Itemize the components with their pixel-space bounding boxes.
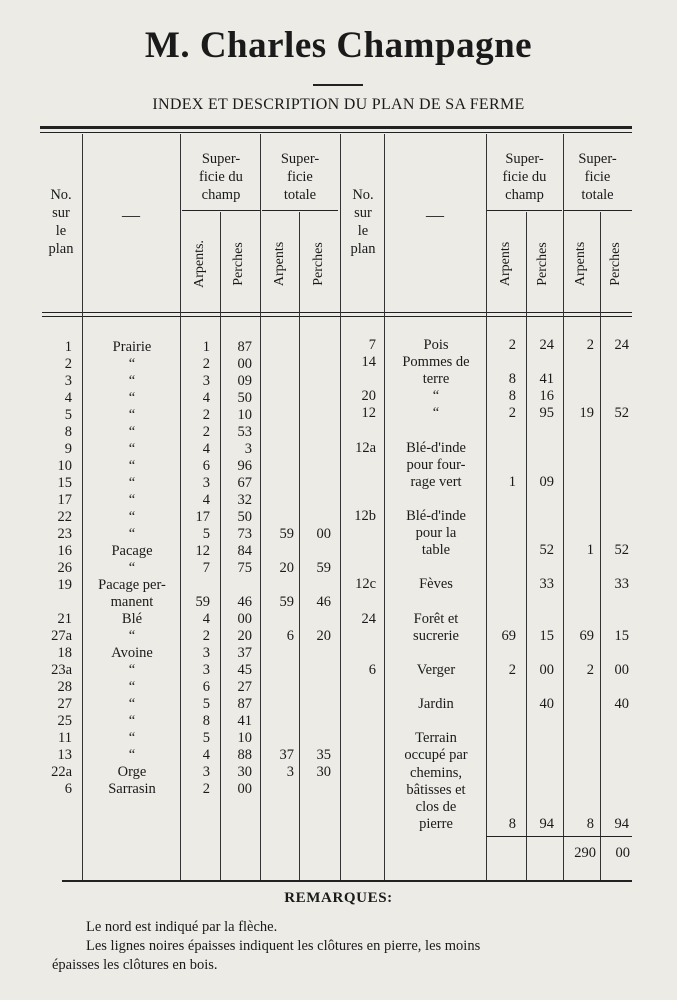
left-row-totale-perches: 35 [316,747,331,763]
left-row-description: Pacage [111,543,153,559]
col-divider [600,212,601,880]
right-row-description: clos de [415,798,457,815]
left-row-champ-perches: 32 [237,492,252,508]
left-row-champ-perches: 67 [237,475,252,491]
left-row-description: Blé [121,611,143,627]
left-row-champ-arpents: 3 [202,764,210,780]
right-row-champ-perches: 09 [539,473,554,490]
right-row-totale-arpents: 69 [579,627,594,644]
left-row-description: Avoine [111,645,153,661]
right-row-totale-arpents: 2 [586,337,594,353]
right-row-totale-arpents: 8 [586,815,594,832]
left-row-champ-perches: 00 [237,356,252,372]
header-perches-right: Perches [608,242,623,286]
table-top-rule [40,126,632,129]
left-row-totale-perches: 59 [316,560,331,576]
right-row-description: pour la [415,525,457,542]
right-row-number: 20 [361,388,376,405]
left-row-description: Orge [117,764,147,780]
left-row-champ-perches: 87 [237,339,252,355]
header-dash: — [122,205,140,225]
left-row-number: 22 [57,509,72,525]
left-row-description: “ [128,730,136,746]
left-row-number: 11 [58,730,72,746]
right-row-description: bâtisses et [406,781,466,798]
left-row-description: Prairie [112,339,152,355]
header-bottom-rule [42,312,632,313]
right-row-champ-arpents: 2 [508,337,516,353]
right-row-champ-perches: 40 [539,696,554,713]
right-row-description: Fèves [419,576,453,593]
left-row-champ-arpents: 4 [202,390,210,406]
col-divider [384,134,385,880]
header-perches: Perches [311,242,326,286]
left-row-number: 2 [64,356,72,372]
left-row-champ-arpents: 59 [195,594,210,610]
left-row-number: 1 [64,339,72,355]
left-row-number: 5 [64,407,72,423]
left-row-champ-perches: 50 [237,390,252,406]
right-row-totale-perches: 52 [614,542,629,559]
left-row-number: 21 [57,611,72,627]
right-row-totale-arpents: 1 [586,542,594,559]
right-row-description: Blé-d'inde [406,439,466,456]
header-arpents-right: Arpents [498,241,513,287]
left-row-champ-perches: 87 [237,696,252,712]
right-row-champ-arpents: 69 [501,627,516,644]
right-row-description: sucrerie [413,627,459,644]
right-row-champ-arpents: 8 [508,388,516,405]
left-row-number: 27 [57,696,72,712]
right-row-totale-perches: 33 [614,576,629,593]
left-row-champ-perches: 27 [237,679,252,695]
header-arpents: Arpents. [192,240,207,288]
left-row-number: 18 [57,645,72,661]
left-row-number: 27a [51,628,72,644]
left-row-description: “ [128,407,136,423]
right-row-description: Pois [423,337,449,353]
left-row-description: “ [128,628,136,644]
left-row-champ-perches: 10 [237,407,252,423]
left-row-champ-perches: 3 [244,441,252,457]
left-row-champ-arpents: 12 [195,543,210,559]
left-row-totale-perches: 46 [316,594,331,610]
left-row-champ-arpents: 5 [202,696,210,712]
left-row-description: “ [128,390,136,406]
left-row-champ-arpents: 4 [202,611,210,627]
header-dash-right: — [426,205,444,225]
title-rule [313,84,363,86]
right-row-champ-perches: 00 [539,661,554,678]
left-row-champ-arpents: 2 [202,781,210,797]
left-row-champ-perches: 20 [237,628,252,644]
left-row-champ-arpents: 2 [202,424,210,440]
right-row-number: 12a [355,439,376,456]
right-row-champ-perches: 33 [539,576,554,593]
left-row-description: “ [128,509,136,525]
left-row-champ-perches: 37 [237,645,252,661]
right-row-description: “ [432,405,440,422]
col-divider [220,212,221,880]
header-no-sur-plan: No. sur le plan [48,187,74,257]
remarks-title: REMARQUES: [284,890,393,906]
left-row-champ-perches: 73 [237,526,252,542]
page-title: M. Charles Champagne [144,25,533,66]
left-row-champ-perches: 75 [237,560,252,576]
right-row-champ-perches: 95 [539,405,554,422]
left-row-champ-perches: 53 [237,424,252,440]
left-row-number: 17 [57,492,72,508]
left-row-champ-perches: 09 [237,373,252,389]
left-row-description: “ [128,662,136,678]
left-row-champ-arpents: 4 [202,441,210,457]
left-row-champ-perches: 00 [237,781,252,797]
left-row-description: “ [128,696,136,712]
page-subtitle: INDEX ET DESCRIPTION DU PLAN DE SA FERME [152,96,525,113]
header-superficie-champ-right: Super- ficie du champ [502,151,547,203]
right-row-champ-arpents: 8 [508,815,516,832]
left-row-number: 23 [57,526,72,542]
left-row-number: 13 [57,747,72,763]
left-row-number: 16 [57,543,72,559]
left-row-number: 4 [64,390,72,406]
left-row-champ-arpents: 6 [202,458,210,474]
left-row-number: 25 [57,713,72,729]
left-row-description: “ [128,526,136,542]
left-row-champ-perches: 96 [237,458,252,474]
left-row-number: 19 [57,577,72,593]
right-row-champ-perches: 94 [539,815,554,832]
left-row-champ-arpents: 2 [202,628,210,644]
totale-group-rule-left [262,210,338,211]
left-row-champ-arpents: 4 [202,747,210,763]
left-row-champ-arpents: 3 [202,645,210,661]
left-row-number: 3 [64,373,72,389]
left-row-totale-perches: 00 [316,526,331,542]
left-row-number: 28 [57,679,72,695]
col-divider [299,212,300,880]
left-row-champ-arpents: 3 [202,475,210,491]
left-row-number: 9 [64,441,72,457]
left-row-champ-arpents: 5 [202,730,210,746]
right-row-description: pierre [419,815,453,832]
left-row-champ-arpents: 3 [202,662,210,678]
left-row-champ-arpents: 4 [202,492,210,508]
right-row-description: pour four- [406,456,466,473]
left-row-totale-arpents: 37 [279,747,294,763]
right-row-description: Verger [416,661,456,678]
totale-group-rule-right [564,210,632,211]
right-row-description: table [421,542,451,559]
left-row-description: manent [110,594,154,610]
grand-total-arpents: 290 [574,845,596,861]
right-row-totale-perches: 24 [614,337,629,353]
left-row-champ-perches: 46 [237,594,252,610]
left-row-description: Pacage per- [98,577,166,593]
left-row-description: “ [128,441,136,457]
right-row-number: 24 [361,610,376,627]
left-row-description: “ [128,356,136,372]
right-row-description: occupé par [404,747,468,764]
champ-group-rule-right [486,210,562,211]
col-divider [180,134,181,880]
left-row-description: “ [128,747,136,763]
left-row-number: 15 [57,475,72,491]
right-row-champ-arpents: 8 [508,371,516,388]
header-arpents-right: Arpents [573,241,588,287]
right-row-number: 12 [361,405,376,422]
left-row-champ-arpents: 5 [202,526,210,542]
right-row-number: 6 [368,661,376,678]
left-row-number: 26 [57,560,72,576]
header-bottom-rule-2 [42,316,632,317]
col-divider [486,134,487,880]
right-row-champ-perches: 15 [539,627,554,644]
left-row-number: 10 [57,458,72,474]
remarks-line-2: Les lignes noires épaisses indiquent les clôtures en pierre, les moins [86,938,481,954]
left-row-champ-perches: 41 [237,713,252,729]
left-row-description: “ [128,679,136,695]
header-no-sur-plan-right: No. sur le plan [350,187,376,257]
right-row-champ-arpents: 2 [508,661,516,678]
right-row-number: 14 [361,354,376,371]
right-row-description: terre [422,371,450,388]
col-divider [340,134,341,880]
right-row-totale-perches: 00 [614,661,629,678]
right-row-description: Forêt et [413,610,459,627]
right-row-number: 12c [355,576,376,593]
right-row-totale-perches: 40 [614,696,629,713]
right-row-description: Terrain [415,730,457,747]
left-row-description: Sarrasin [108,781,156,797]
left-row-champ-arpents: 6 [202,679,210,695]
table-top-rule-thin [40,132,632,133]
col-divider [526,212,527,880]
remarks-line-3: épaisses les clôtures en bois. [52,957,218,973]
champ-group-rule-left [182,210,260,211]
right-row-champ-perches: 52 [539,542,554,559]
right-row-champ-perches: 16 [539,388,554,405]
right-row-number: 12b [354,508,376,524]
right-row-description: Blé-d'inde [406,508,466,524]
left-row-description: “ [128,458,136,474]
remarks-line-1: Le nord est indiqué par la flèche. [86,919,278,935]
left-row-description: “ [128,492,136,508]
table-bottom-rule [62,880,632,882]
left-row-champ-perches: 30 [237,764,252,780]
left-row-description: “ [128,373,136,389]
left-row-number: 22a [51,764,72,780]
total-rule [486,836,632,837]
right-row-champ-arpents: 2 [508,405,516,422]
left-row-champ-arpents: 2 [202,407,210,423]
col-divider [563,134,564,880]
right-row-champ-perches: 24 [539,337,554,353]
header-superficie-totale-right: Super- ficie totale [578,151,617,203]
right-row-totale-perches: 15 [614,627,629,644]
left-row-champ-arpents: 7 [202,560,210,576]
left-row-champ-perches: 10 [237,730,252,746]
right-row-champ-arpents: 1 [508,473,516,490]
left-row-totale-arpents: 6 [286,628,294,644]
right-row-description: Jardin [418,696,454,713]
left-row-number: 23a [51,662,72,678]
header-arpents: Arpents [272,241,287,287]
left-row-totale-arpents: 59 [279,594,294,610]
col-divider [260,134,261,880]
left-row-champ-arpents: 2 [202,356,210,372]
left-row-totale-arpents: 3 [286,764,294,780]
right-row-description: Pommes de [402,354,470,371]
left-row-champ-perches: 88 [237,747,252,763]
left-row-totale-perches: 30 [316,764,331,780]
header-superficie-totale: Super- ficie totale [280,151,320,203]
right-row-totale-perches: 94 [614,815,629,832]
left-row-number: 6 [64,781,72,797]
left-row-description: “ [128,560,136,576]
right-row-description: chemins, [410,764,462,781]
left-row-champ-arpents: 17 [195,509,210,525]
left-row-champ-perches: 84 [237,543,252,559]
left-row-number: 8 [64,424,72,440]
left-row-totale-arpents: 59 [279,526,294,542]
right-row-description: “ [432,388,440,405]
left-row-champ-arpents: 1 [202,339,210,355]
left-row-champ-arpents: 3 [202,373,210,389]
right-row-totale-arpents: 19 [579,405,594,422]
header-perches: Perches [231,242,246,286]
left-row-description: “ [128,713,136,729]
grand-total-perches: 00 [615,845,630,861]
left-row-champ-perches: 45 [237,662,252,678]
right-row-description: rage vert [410,473,462,490]
left-row-description: “ [128,424,136,440]
header-superficie-champ: Super- ficie du champ [199,151,243,203]
right-row-champ-perches: 41 [539,371,554,388]
left-row-totale-perches: 20 [316,628,331,644]
left-row-champ-perches: 00 [237,611,252,627]
right-row-number: 7 [368,337,376,353]
left-row-description: “ [128,475,136,491]
right-row-totale-arpents: 2 [586,661,594,678]
left-row-champ-arpents: 8 [202,713,210,729]
left-row-totale-arpents: 20 [279,560,294,576]
right-row-totale-perches: 52 [614,405,629,422]
header-perches-right: Perches [535,242,550,286]
left-row-champ-perches: 50 [237,509,252,525]
